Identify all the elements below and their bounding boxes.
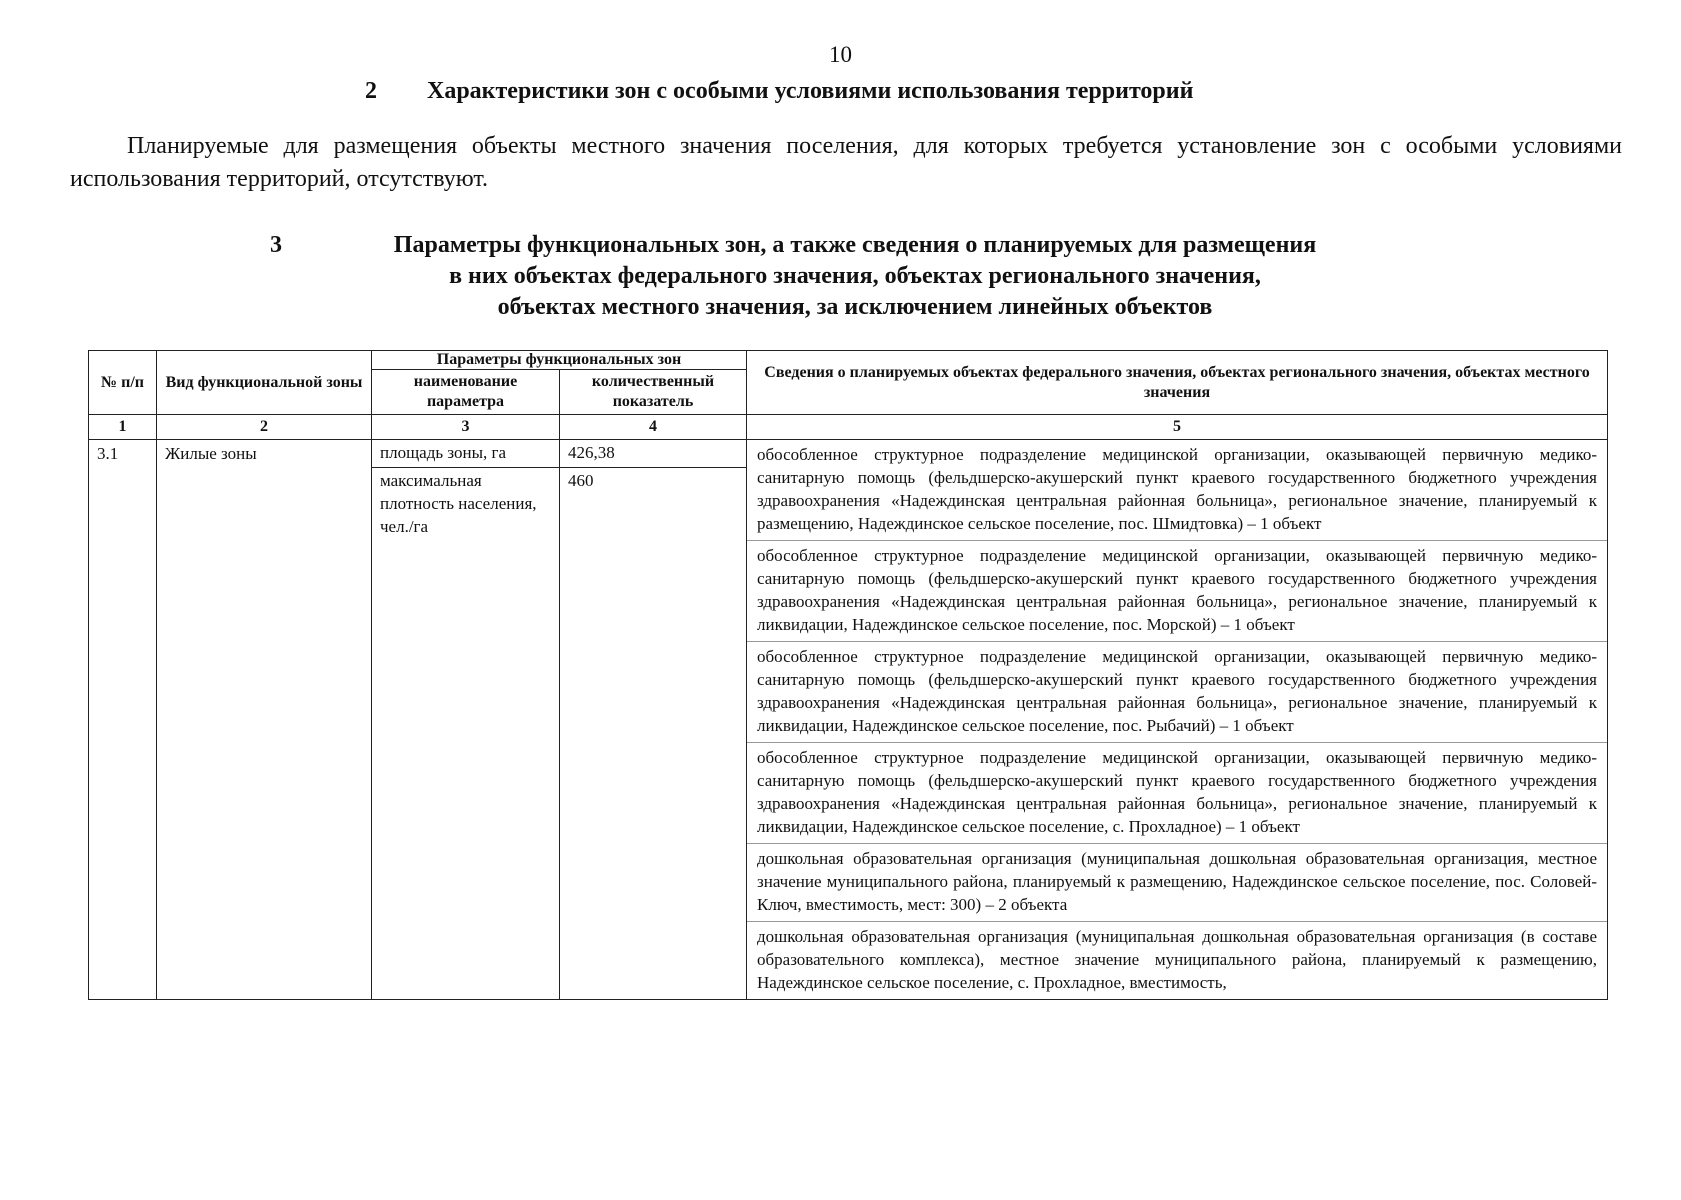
planned-object-6: дошкольная образовательная организация (муниципальная дошкольная образовательная организация (в составе образовательного комплекса), местное значение муниципального района, планируемый к размещению, Надеждинское сельское поселение, с. Прохладное, вместимость, [747,921,1607,999]
intro-text: Планируемые для размещения объекты местного значения поселения, для которых требуется установление зон с особыми условиями использования территорий, отсутствуют. [70,133,1622,192]
param-name-density: максимальная плотность населения, чел./га [372,467,559,541]
section-3-heading [270,230,1440,323]
column-number-4: 4 [560,415,747,440]
planned-object-1: обособленное структурное подразделение медицинской организации, оказывающей первичную медико-санитарную помощь (фельдшерско-акушерский пункт краевого государственного бюджетного учреждения здравоохранения «Надеждинская центральная районная больница», региональное значение, планируемый к размещению, Надеждинское сельское поселение, пос. Шмидтовка) – 1 объект [757,445,1597,533]
param-value-density: 460 [560,467,746,495]
column-number-row [89,415,1608,440]
planned-object-3: обособленное структурное подразделение медицинской организации, оказывающей первичную медико-санитарную помощь (фельдшерско-акушерский пункт краевого государственного бюджетного учреждения здравоохранения «Надеждинская центральная районная больница», региональное значение, планируемый к ликвидации, Надеждинское сельское поселение, пос. Рыбачий) – 1 объект [747,641,1607,742]
section-3-title-line-3: объектах местного значения, за исключением линейных объектов [497,294,1213,320]
section-3-title-line-1: Параметры функциональных зон, а также сведения о планируемых для размещения [393,232,1317,258]
section-2-number: 2 [365,78,377,104]
planned-object-5: дошкольная образовательная организация (муниципальная дошкольная образовательная организация, местное значение муниципального района, планируемый к размещению, Надеждинское сельское поселение, пос. Соловей-Ключ, вместимость, мест: 300) – 2 объекта [747,843,1607,921]
column-number-5: 5 [747,415,1608,440]
column-number-1: 1 [89,415,157,440]
zone-type: Жилые зоны [157,440,372,1000]
planned-objects [747,440,1608,1000]
intro-paragraph [70,130,1622,196]
header-zone-type: Вид функциональной зоны [157,351,372,415]
page-number: 10 [829,42,852,67]
header-param-name: наименование параметра [372,370,560,415]
param-values [560,440,747,1000]
header-objects-info: Сведения о планируемых объектах федерального значения, объектах регионального значения, объектах местного значения [747,351,1608,415]
header-row-1 [89,351,1608,370]
planned-object-2: обособленное структурное подразделение медицинской организации, оказывающей первичную медико-санитарную помощь (фельдшерско-акушерский пункт краевого государственного бюджетного учреждения здравоохранения «Надеждинская центральная районная больница», региональное значение, планируемый к ликвидации, Надеждинское сельское поселение, пос. Морской) – 1 объект [747,540,1607,641]
param-name-area: площадь зоны, га [380,443,507,462]
header-number: № п/п [89,351,157,415]
section-3-title-line-2: в них объектах федерального значения, объектах регионального значения, [449,263,1261,289]
section-2-heading [365,76,1193,107]
section-2-title: Характеристики зон с особыми условиями использования территорий [427,78,1194,104]
column-number-3: 3 [372,415,560,440]
planned-object-4: обособленное структурное подразделение медицинской организации, оказывающей первичную медико-санитарную помощь (фельдшерско-акушерский пункт краевого государственного бюджетного учреждения здравоохранения «Надеждинская центральная районная больница», региональное значение, планируемый к ликвидации, Надеждинское сельское поселение, с. Прохладное) – 1 объект [747,742,1607,843]
param-names [372,440,560,1000]
header-param-value: количественный показатель [560,370,747,415]
row-number: 3.1 [89,440,157,1000]
table-row [89,440,1608,1000]
section-3-number: 3 [270,232,282,258]
header-params-group: Параметры функциональных зон [372,351,747,370]
param-value-area: 426,38 [568,443,615,462]
functional-zones-table [88,350,1608,1000]
column-number-2: 2 [157,415,372,440]
